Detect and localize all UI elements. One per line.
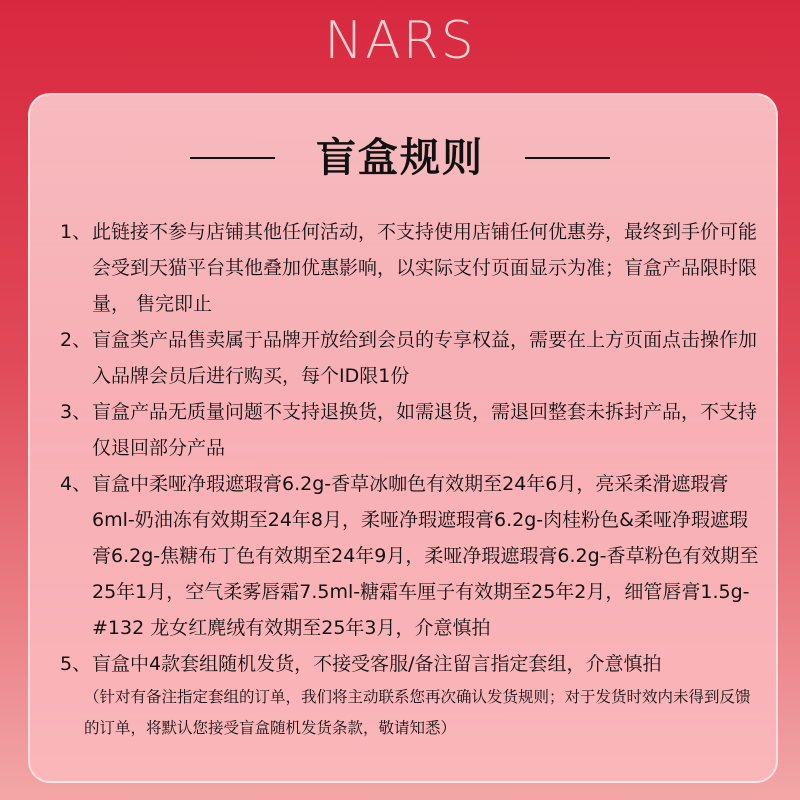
rule-text: 盲盒中柔哑净瑕遮瑕膏6.2g-香草冰咖色有效期至24年6月，亮采柔滑遮瑕膏6ml-奶油冻有效期至24年8月，柔哑净瑕遮瑕膏6.2g-肉桂粉色&柔哑净瑕遮瑕膏6.2g-焦糖布丁色有效期至24年9月，柔哑净瑕遮瑕膏6.2g-香草粉色有效期至25年1月，空气柔雾唇霜7.5ml-糖霜车厘子有效期至25年2月，细管唇膏1.5g-#132 龙女红麂绒有效期至25年3月，介意慎拍 [92, 473, 759, 639]
title-row [0, 128, 800, 188]
rule-text: 盲盒中4款套组随机发货，不接受客服/备注留言指定套组，介意慎拍 [92, 653, 662, 675]
rule-number: 3、 [60, 401, 92, 423]
page-title: 盲盒规则 [316, 135, 484, 181]
title-divider-right [525, 157, 610, 159]
disclaimer-note: （针对有备注指定套组的订单，我们将主动联系您再次确认发货规则；对于发货时效内未得到反馈的订单，将默认您接受盲盒随机发货条款，敬请知悉） [84, 688, 751, 737]
rule-number: 5、 [60, 653, 92, 675]
rule-number: 4、 [60, 473, 92, 495]
rule-text: 此链接不参与店铺其他任何活动，不支持使用店铺任何优惠券，最终到手价可能会受到天猫平台其他叠加优惠影响，以实际支付页面显示为准；盲盒产品限时限量， 售完即止 [92, 221, 758, 315]
rule-text: 盲盒产品无质量问题不支持退换货，如需退货，需退回整套未拆封产品，不支持仅退回部分产品 [92, 401, 758, 459]
rule-item [60, 646, 760, 682]
rule-item [60, 466, 760, 646]
rule-number: 1、 [60, 221, 92, 243]
rule-item [60, 394, 760, 466]
brand-logo: NARS [324, 11, 476, 71]
rules-list [60, 214, 760, 744]
rule-item [60, 322, 760, 394]
rule-item [60, 214, 760, 322]
rule-number: 2、 [60, 329, 92, 351]
rule-text: 盲盒类产品售卖属于品牌开放给到会员的专享权益，需要在上方页面点击操作加入品牌会员后进行购买，每个ID限1份 [92, 329, 758, 387]
